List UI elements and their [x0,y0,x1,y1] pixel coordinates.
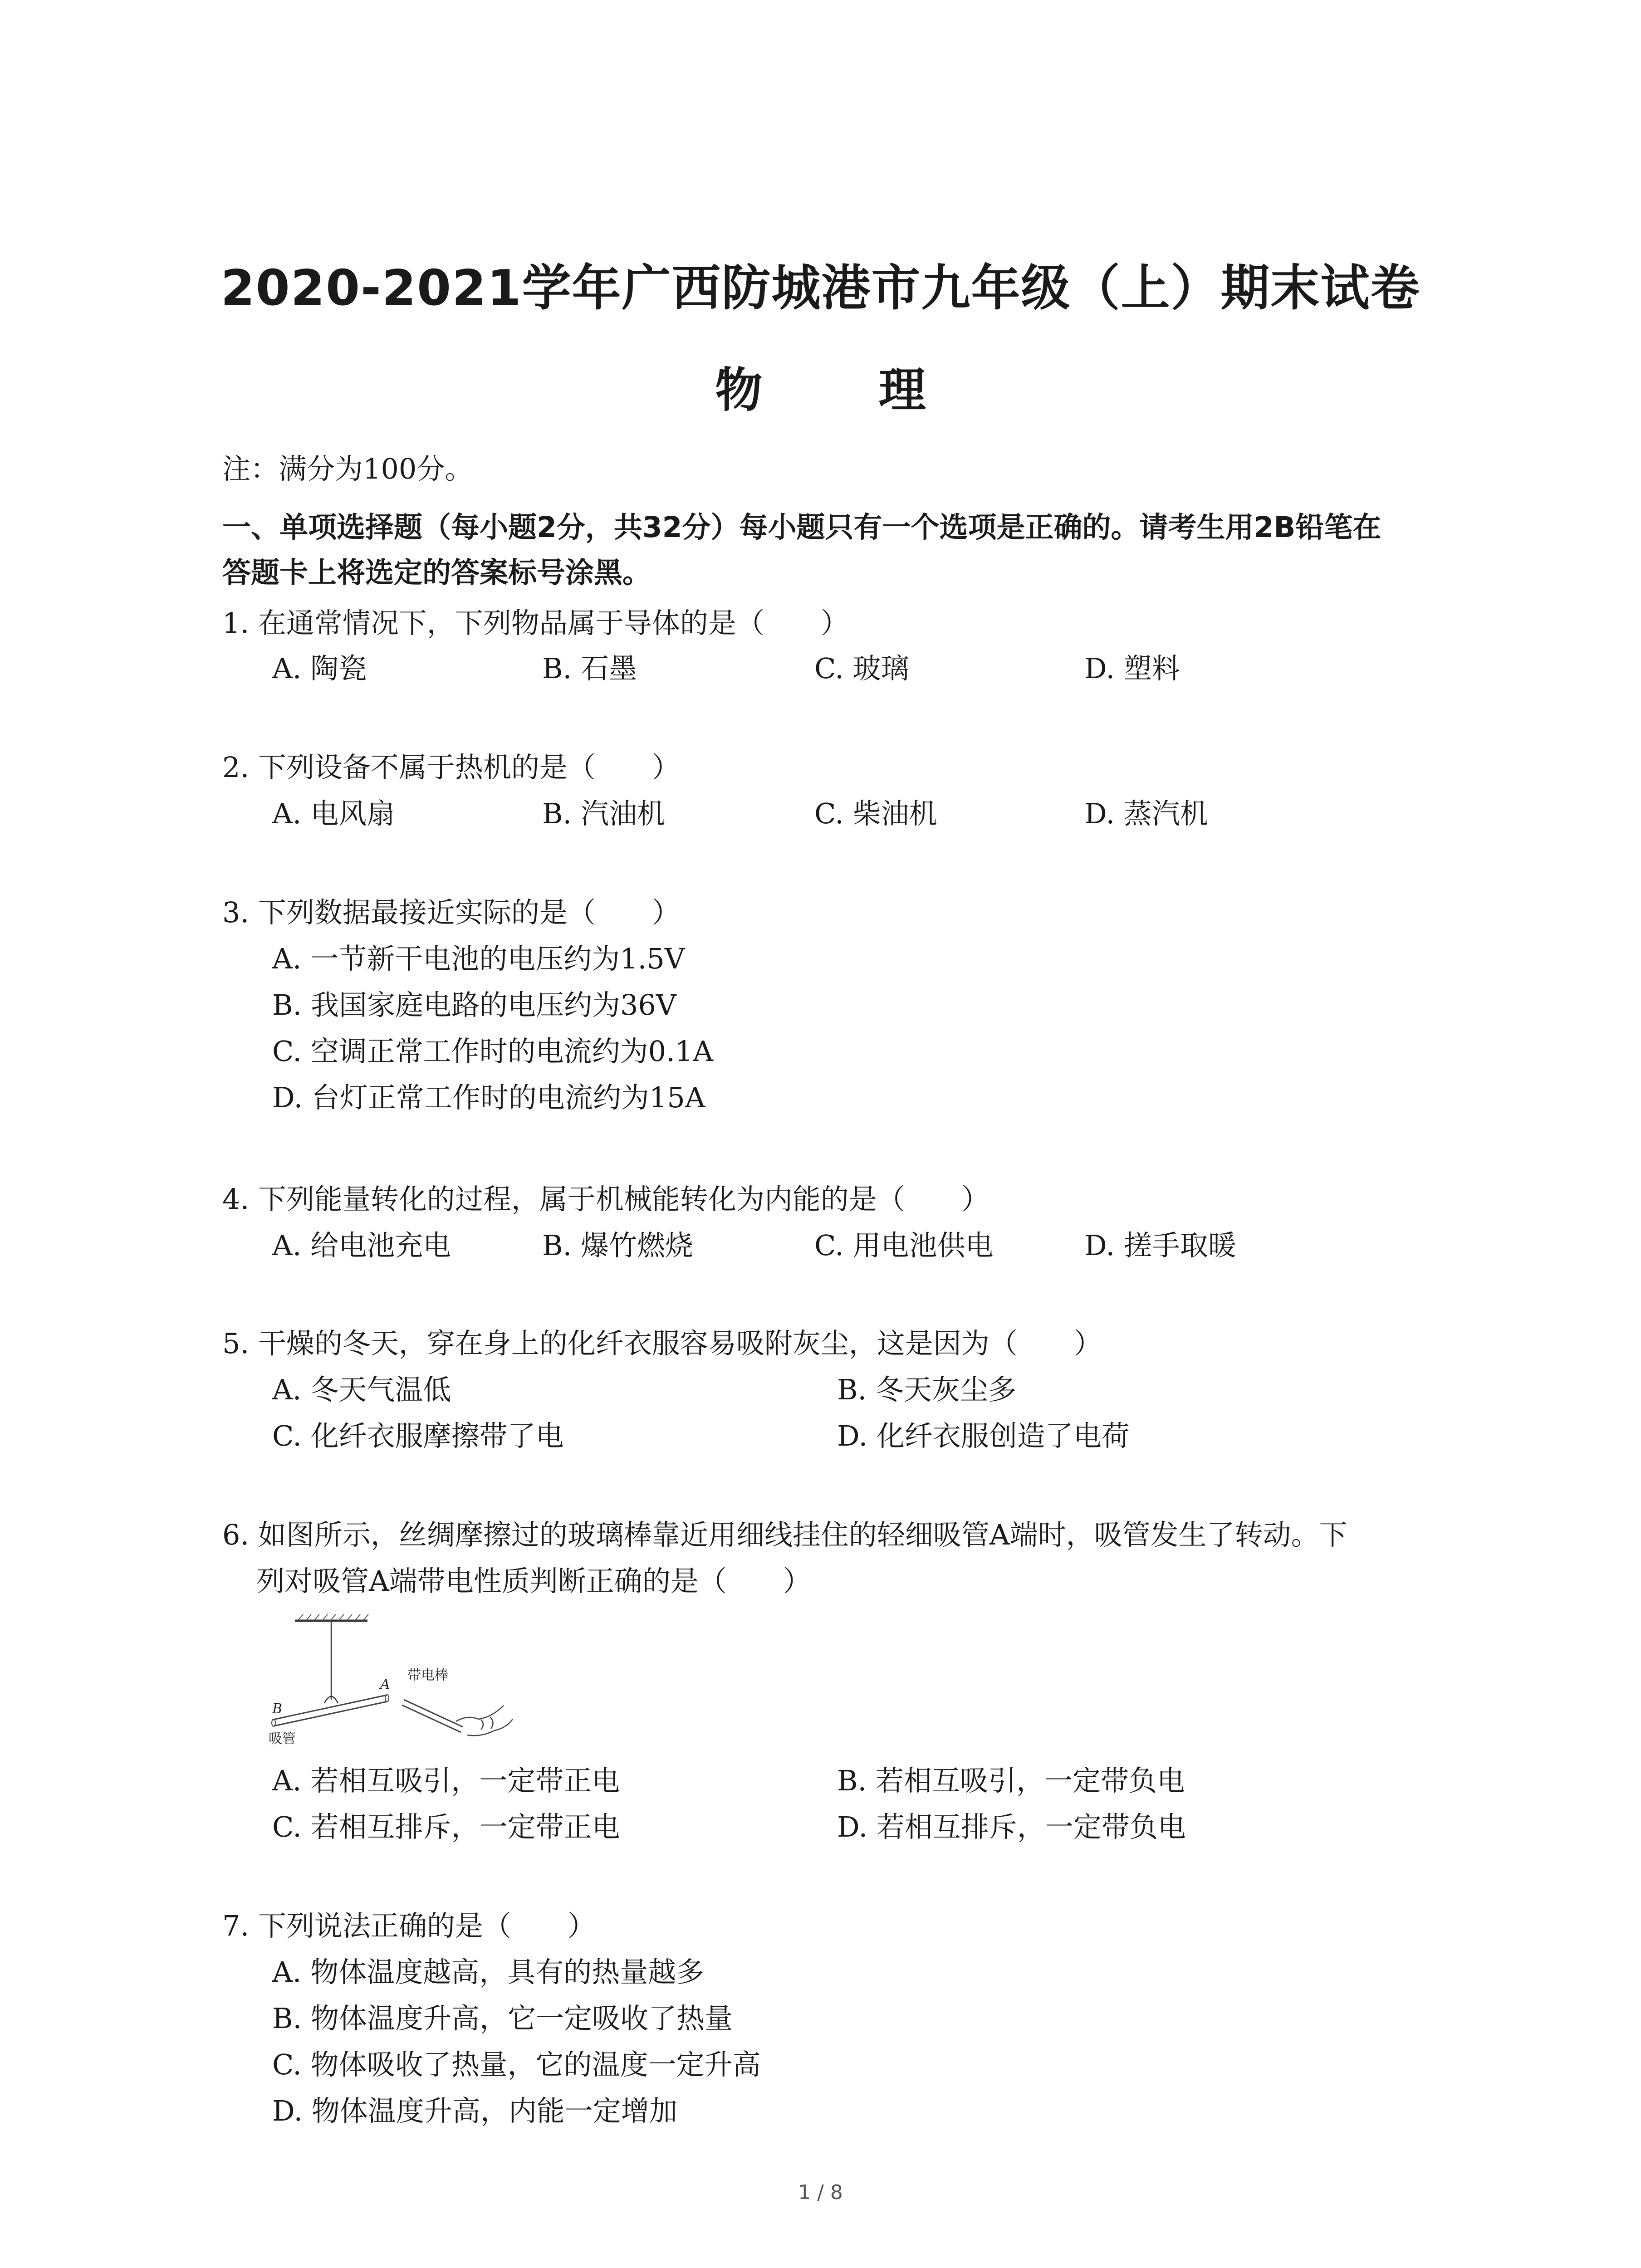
question-5-stem: 5. 干燥的冬天，穿在身上的化纤衣服容易吸附灰尘，这是因为（ ） [222,1327,1102,1360]
label-straw: 吸管 [269,1731,296,1747]
question-6-stem-line1: 6. 如图所示，丝绸摩擦过的玻璃棒靠近用细线挂住的轻细吸管A端时，吸管发生了转动。下 [222,1518,1347,1551]
question-5-option-a: A. 冬天气温低 [272,1373,451,1406]
question-5-option-d: D. 化纤衣服创造了电荷 [837,1419,1130,1452]
question-3-option-c: C. 空调正常工作时的电流约为0.1A [272,1035,714,1068]
question-2-option-d: D. 蒸汽机 [1084,797,1208,830]
question-2-option-b: B. 汽油机 [542,797,665,830]
label-charged-rod: 带电棒 [407,1667,448,1683]
question-3-option-a: A. 一节新干电池的电压约为1.5V [272,942,685,975]
question-1-option-b: B. 石墨 [542,652,637,685]
question-7-stem: 7. 下列说法正确的是（ ） [222,1909,596,1942]
hand-icon [456,1706,513,1735]
question-1-option-a: A. 陶瓷 [272,652,367,685]
question-6-option-c: C. 若相互排斥，一定带正电 [272,1810,620,1843]
question-6-option-b: B. 若相互吸引，一定带负电 [837,1764,1185,1797]
question-6-stem-line2: 列对吸管A端带电性质判断正确的是（ ） [256,1564,811,1598]
section-heading-line1: 一、单项选择题（每小题2分，共32分）每小题只有一个选项是正确的。请考生用2B铅笔在 [222,511,1381,544]
question-2-option-c: C. 柴油机 [814,797,937,830]
exam-subject: 物 理 [715,362,976,418]
question-7-option-a: A. 物体温度越高，具有的热量越多 [272,1955,705,1989]
question-3-option-b: B. 我国家庭电路的电压约为36V [272,988,676,1022]
label-a: A [380,1677,390,1692]
exam-title: 2020-2021学年广西防城港市九年级（上）期末试卷 [220,260,1421,317]
question-5-option-c: C. 化纤衣服摩擦带了电 [272,1419,564,1452]
straw-rod-figure [268,1613,522,1749]
question-5-option-b: B. 冬天灰尘多 [837,1373,1016,1406]
question-6-option-a: A. 若相互吸引，一定带正电 [272,1764,620,1797]
question-4-option-d: D. 搓手取暖 [1084,1229,1236,1262]
straw [272,1695,389,1726]
question-4-option-c: C. 用电池供电 [814,1229,994,1262]
question-7-option-d: D. 物体温度升高，内能一定增加 [272,2094,677,2127]
question-1-option-d: D. 塑料 [1084,652,1180,685]
question-2-stem: 2. 下列设备不属于热机的是（ ） [222,751,680,784]
question-1-stem: 1. 在通常情况下，下列物品属于导体的是（ ） [222,606,849,640]
question-6-option-d: D. 若相互排斥，一定带负电 [837,1810,1186,1843]
question-4-option-a: A. 给电池充电 [272,1229,451,1262]
question-4-option-b: B. 爆竹燃烧 [542,1229,693,1262]
section-heading-line2: 答题卡上将选定的答案标号涂黑。 [222,556,651,589]
label-b: B [272,1701,283,1717]
charged-rod [402,1700,463,1732]
question-4-stem: 4. 下列能量转化的过程，属于机械能转化为内能的是（ ） [222,1183,989,1216]
question-3-stem: 3. 下列数据最接近实际的是（ ） [222,896,680,929]
question-2-option-a: A. 电风扇 [272,797,395,830]
score-note: 注：满分为100分。 [222,452,473,485]
question-1-option-c: C. 玻璃 [814,652,909,685]
question-7-option-b: B. 物体温度升高，它一定吸收了热量 [272,2002,733,2035]
page-number: 1 / 8 [798,2181,843,2204]
question-3-option-d: D. 台灯正常工作时的电流约为15A [272,1081,705,1114]
question-7-option-c: C. 物体吸收了热量，它的温度一定升高 [272,2048,761,2081]
